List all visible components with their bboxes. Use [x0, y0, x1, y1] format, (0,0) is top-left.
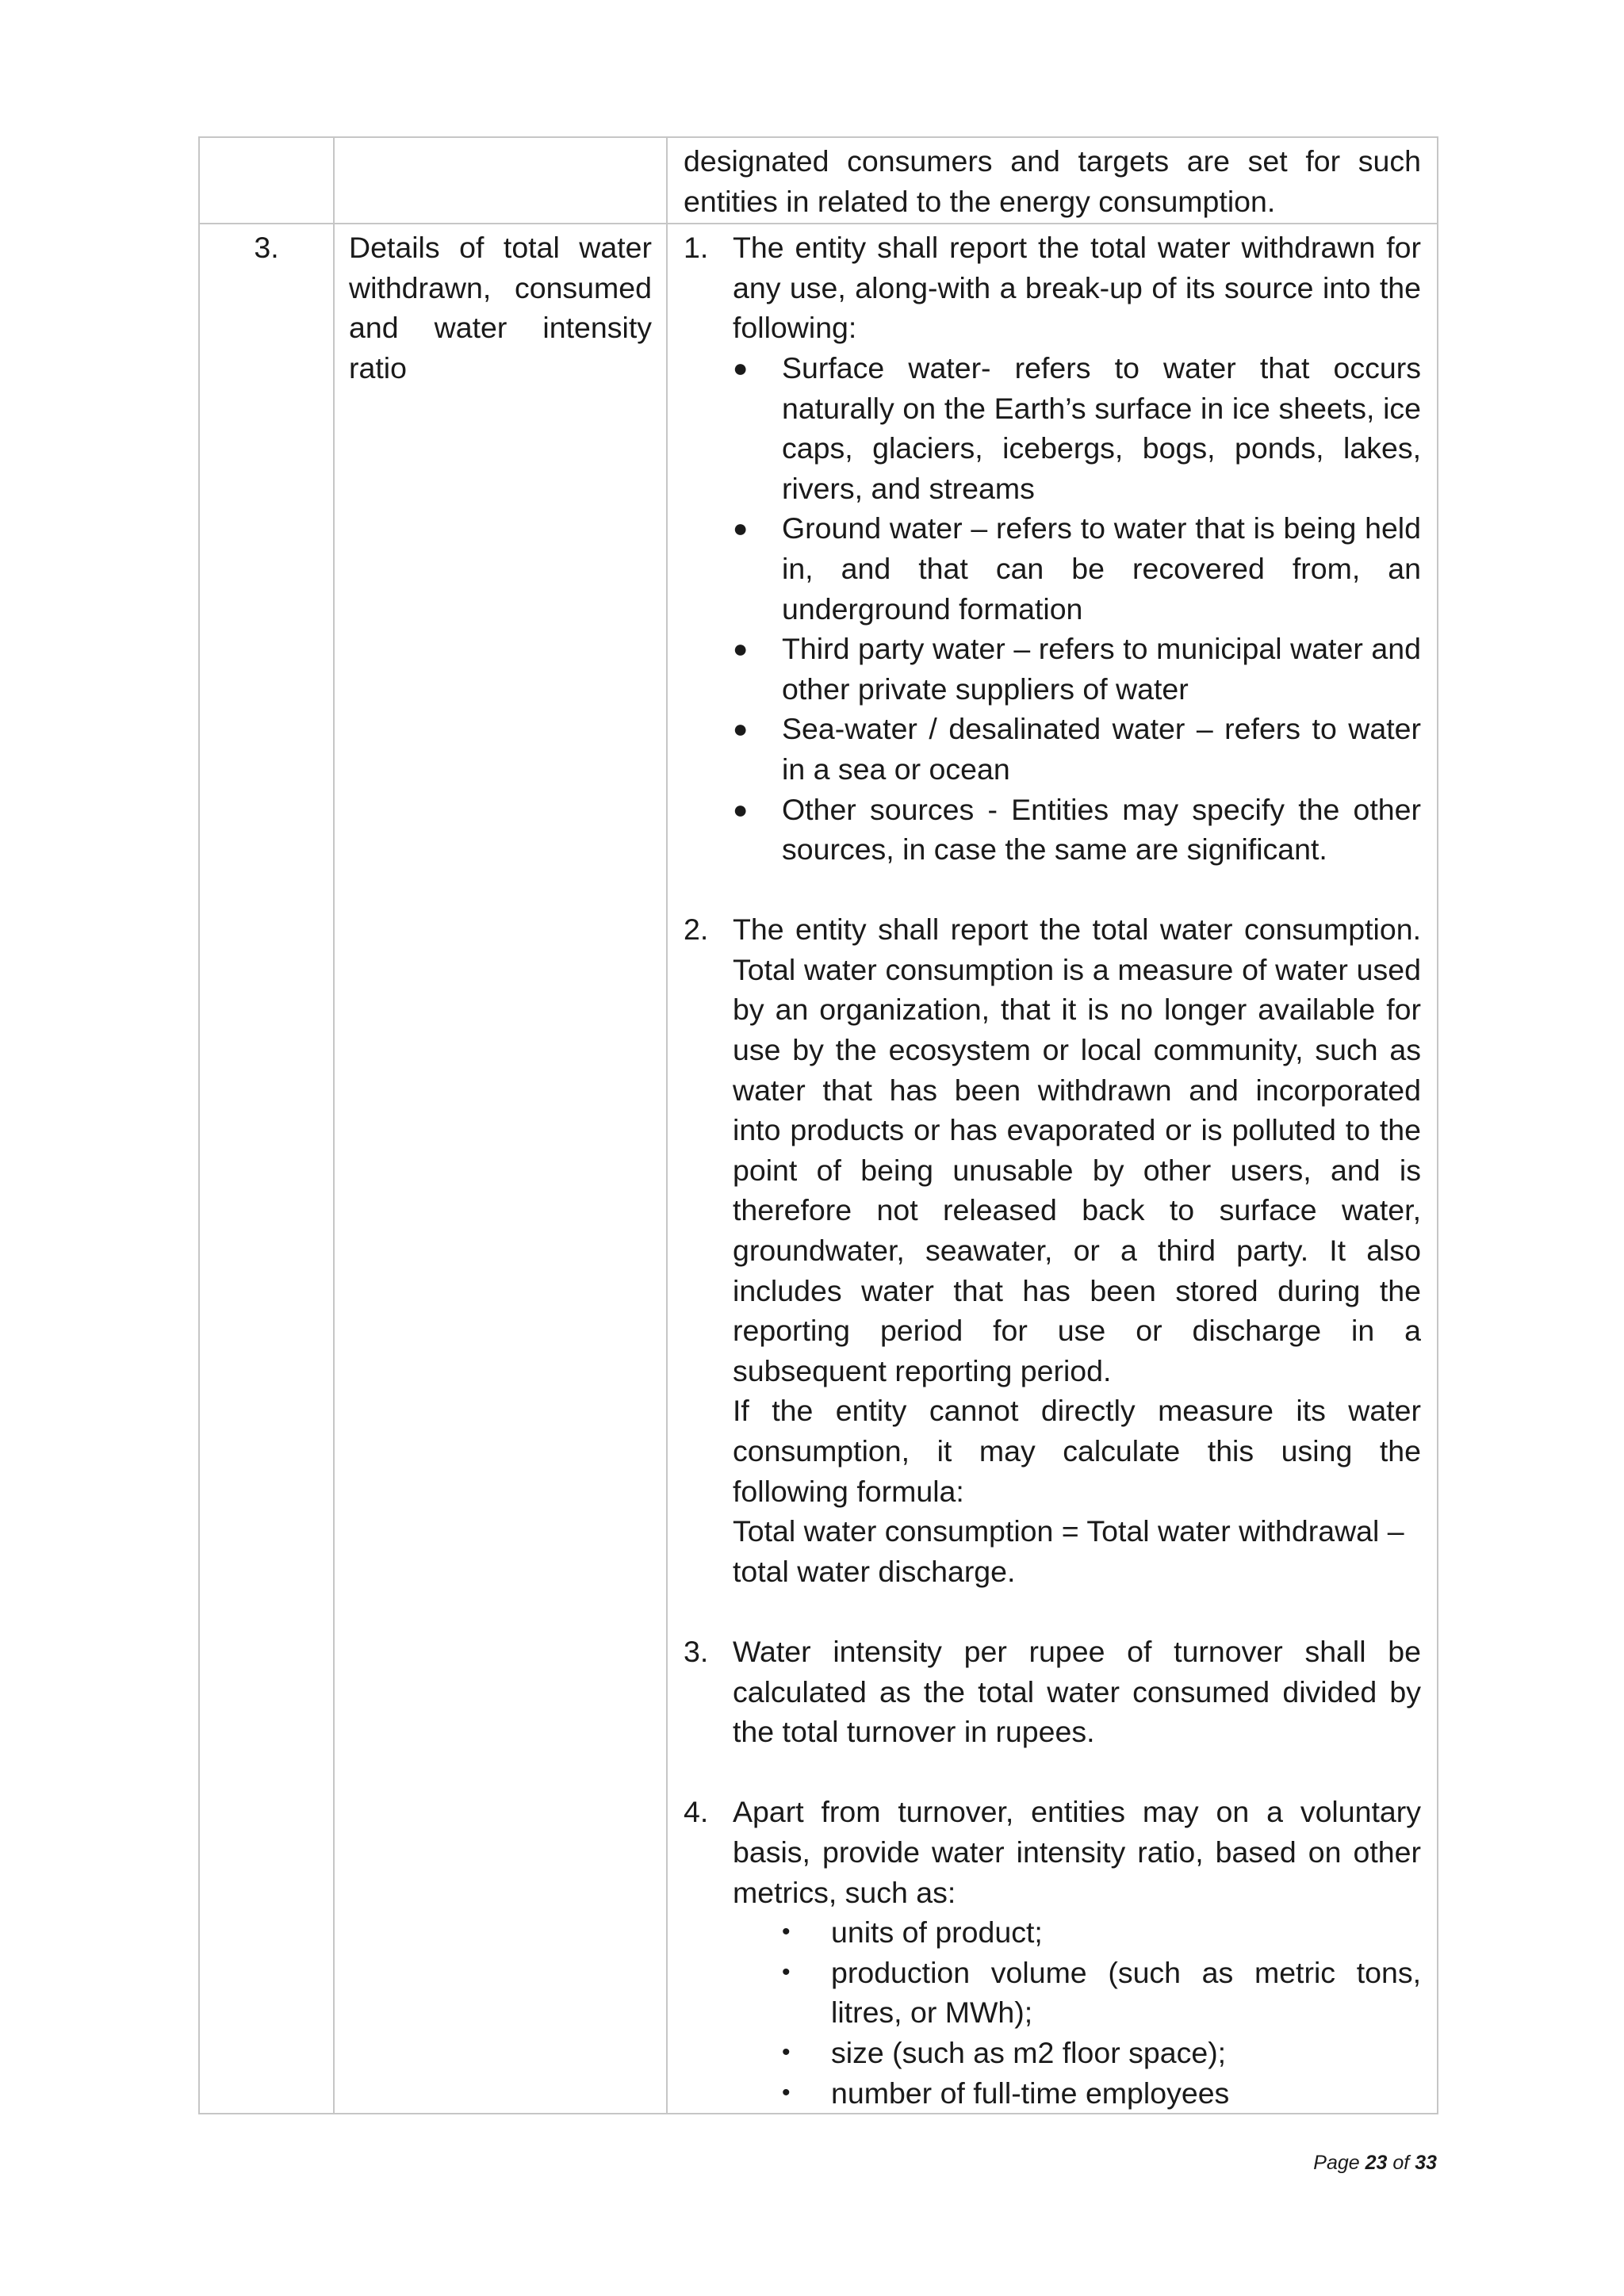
- list-item: [782, 1953, 1421, 2033]
- item-number: 1.: [684, 231, 709, 265]
- list-item: [733, 629, 1421, 709]
- current-page: 23: [1365, 2152, 1388, 2174]
- guidance-item-2: [684, 909, 1421, 1591]
- spacer: [684, 870, 1421, 910]
- list-item: [733, 790, 1421, 870]
- spacer: [684, 1591, 1421, 1632]
- item-text: Apart from turnover, entities may on a voluntary basis, provide water intensity ratio, based on other metrics, such as:: [733, 1795, 1421, 1909]
- guidance-item-1: [684, 228, 1421, 870]
- small-bullet-icon: •: [782, 2038, 791, 2065]
- guidance-cell: [667, 224, 1438, 2114]
- bullet-icon: ●: [733, 634, 749, 664]
- bullet-icon: ●: [733, 794, 749, 824]
- list-item-text: Sea-water / desalinated water – refers to water in a sea or ocean: [782, 712, 1421, 786]
- item-text: Water intensity per rupee of turnover shall be calculated as the total water consumed divided by the total turnover in rupees.: [733, 1634, 1421, 1749]
- list-item: [782, 2033, 1421, 2073]
- source-list: [733, 348, 1421, 870]
- total-pages: 33: [1415, 2152, 1437, 2174]
- item-number: 2.: [684, 913, 709, 947]
- small-bullet-icon: •: [782, 1919, 791, 1946]
- item-text: The entity shall report the total water consumption. Total water consumption is a measure of water used by an organization, that it is no longer available for use by the ecosystem or local community, such as water that has been withdrawn and incorporated into products or has evaporated or is polluted to the point of being unusable by other users, and is therefore not released back to surface water, groundwater, seawater, or a third party. It also includes water that has been stored during the reporting period for use or discharge in a subsequent reporting period.: [733, 913, 1421, 1387]
- parameter-text: Details of total water withdrawn, consumed and water intensity ratio: [349, 231, 652, 385]
- parameter-cell: [334, 224, 667, 2114]
- guidance-item-3: [684, 1632, 1421, 1752]
- serial-number: 3.: [254, 231, 279, 265]
- table-row-continued: [199, 137, 1438, 224]
- continued-text: designated consumers and targets are set for such entities in related to the energy consumption.: [684, 144, 1421, 218]
- list-item-text: production volume (such as metric tons, litres, or MWh);: [831, 1955, 1421, 2030]
- item-number: 4.: [684, 1795, 709, 1829]
- page-label: Page: [1313, 2152, 1360, 2174]
- list-item-text: Third party water – refers to municipal water and other private suppliers of water: [782, 632, 1421, 706]
- list-item-text: Ground water – refers to water that is being held in, and that can be recovered from, an underground formation: [782, 511, 1421, 626]
- item-text: The entity shall report the total water withdrawn for any use, along-with a break-up of its source into the following:: [733, 231, 1421, 345]
- table-row: [199, 224, 1438, 2114]
- spacer: [684, 1752, 1421, 1793]
- item-text-formula-intro: If the entity cannot directly measure its water consumption, it may calculate this using the following formula:: [733, 1394, 1421, 1508]
- small-bullet-icon: •: [782, 1958, 791, 1985]
- list-item-text: units of product;: [831, 1915, 1043, 1950]
- page-number-footer: [1313, 2152, 1437, 2175]
- bullet-icon: ●: [733, 714, 749, 744]
- guidance-item-4: [684, 1792, 1421, 2113]
- small-bullet-icon: •: [782, 2079, 791, 2106]
- guidance-cell-continued: [667, 137, 1438, 224]
- list-item: [733, 348, 1421, 508]
- bullet-icon: ●: [733, 353, 749, 382]
- list-item-text: Surface water- refers to water that occurs naturally on the Earth’s surface in ice sheets, ice caps, glaciers, icebergs, bogs, ponds, lakes, rivers, and streams: [782, 350, 1421, 505]
- sno-cell-empty: [199, 137, 334, 224]
- item-text-formula: Total water consumption = Total water withdrawal – total water discharge.: [733, 1514, 1404, 1588]
- list-item-text: size (such as m2 floor space);: [831, 2035, 1227, 2069]
- of-label: of: [1392, 2152, 1410, 2174]
- guidance-table: [198, 136, 1438, 2114]
- bullet-icon: ●: [733, 514, 749, 543]
- list-item: [782, 1912, 1421, 1953]
- parameter-cell-empty: [334, 137, 667, 224]
- list-item: [733, 709, 1421, 789]
- list-item-text: number of full-time employees: [831, 2076, 1230, 2110]
- metrics-list: [733, 1912, 1421, 2113]
- item-number: 3.: [684, 1634, 709, 1668]
- list-item: [733, 508, 1421, 629]
- list-item: [782, 2073, 1421, 2114]
- list-item-text: Other sources - Entities may specify the other sources, in case the same are significant.: [782, 792, 1421, 867]
- sno-cell: [199, 224, 334, 2114]
